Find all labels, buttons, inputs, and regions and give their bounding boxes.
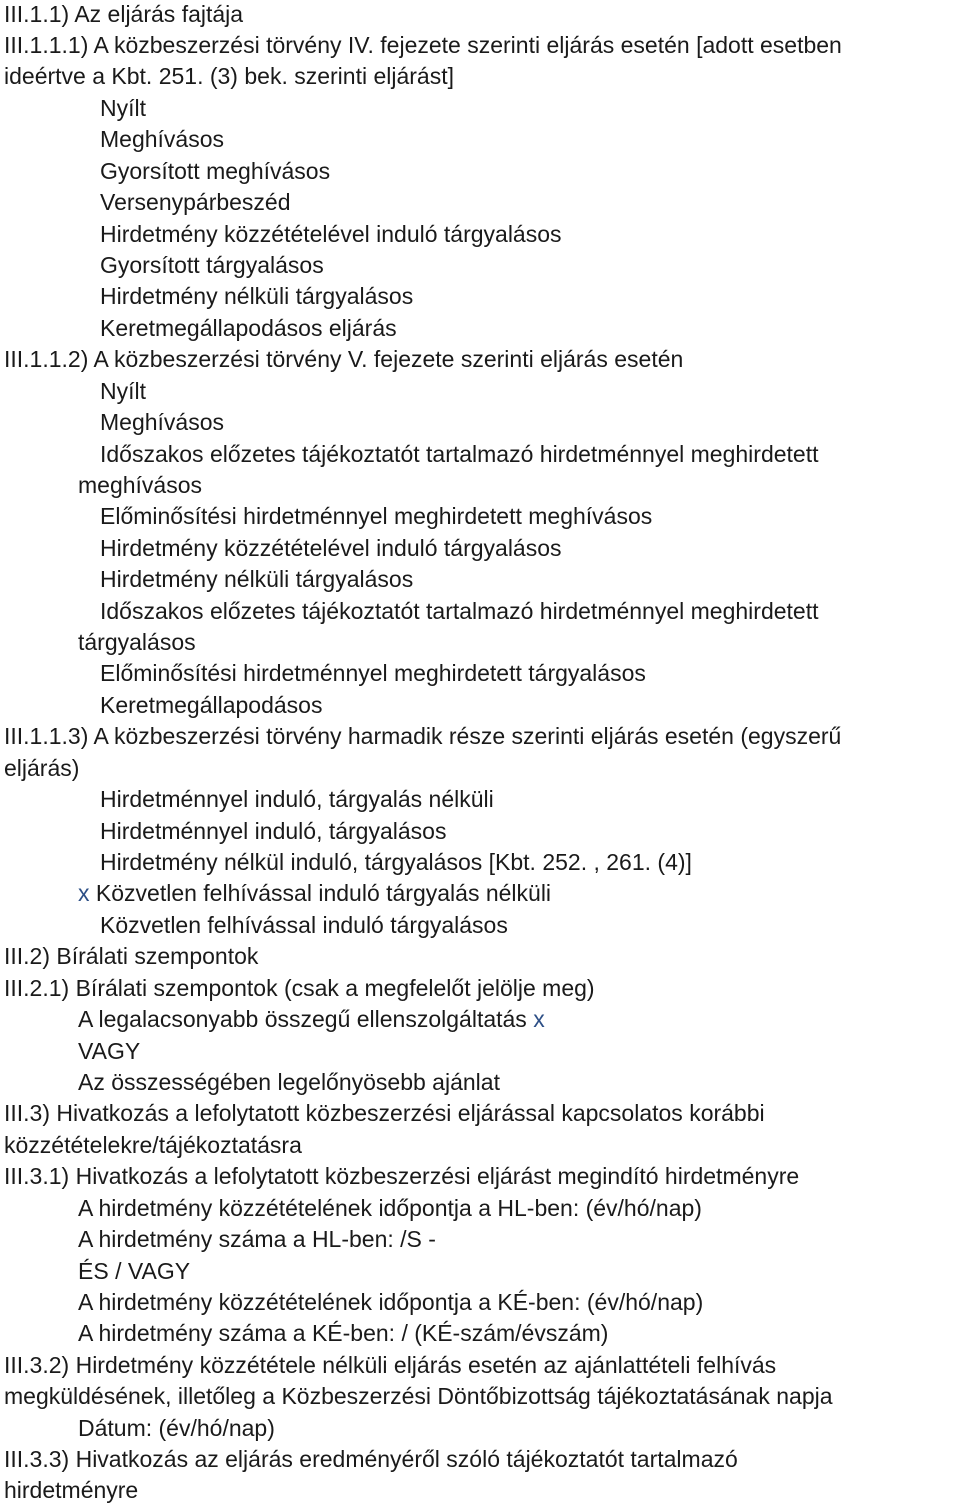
option-hirdetmennyel-targyalasos[interactable]: Hirdetménnyel induló, tárgyalásos [100, 818, 447, 844]
option-hirdetmennyel-targyalas-nelkuli[interactable]: Hirdetménnyel induló, tárgyalás nélküli [100, 786, 494, 812]
subsection-heading-eredmeny-line1: III.3.3) Hivatkozás az eljárás eredményéről szóló tájékoztatót tartalmazó [4, 1446, 738, 1472]
option-v-idoszakos-targyalasos-line2: tárgyalásos [78, 629, 196, 655]
subsection-heading-eredmeny-line2: hirdetményre [4, 1477, 139, 1503]
option-keretmegallapodasos-eljaras[interactable]: Keretmegállapodásos eljárás [100, 315, 397, 341]
option-hirdetmeny-kozzetetelevel-targyalasos[interactable]: Hirdetmény közzétételével induló tárgyalásos [100, 221, 562, 247]
option-v-elominositesi-meghivasos[interactable]: Előminősítési hirdetménnyel meghirdetett meghívásos [100, 503, 653, 529]
subsection-heading-biralati-szempontok: III.2.1) Bírálati szempontok (csak a megfelelőt jelölje meg) [4, 975, 595, 1001]
option-v-idoszakos-targyalasos-line1[interactable]: Időszakos előzetes tájékoztatót tartalmazó hirdetménnyel meghirdetett [100, 598, 819, 624]
option-gyorsitott-targyalasos[interactable]: Gyorsított tárgyalásos [100, 252, 324, 278]
section-heading-biralati-szempontok: III.2) Bírálati szempontok [4, 943, 259, 969]
option-v-hirdetmeny-kozzetetelevel-targyalasos[interactable]: Hirdetmény közzétételével induló tárgyalásos [100, 535, 562, 561]
option-v-nyilt[interactable]: Nyílt [100, 378, 146, 404]
option-legelonyosebb-ajanlat[interactable]: Az összességében legelőnyösebb ajánlat [78, 1069, 500, 1095]
subsection-heading-hirdetmeny-nelkuli-line2: megküldésének, illetőleg a Közbeszerzési Döntőbizottság tájékoztatásának napja [4, 1383, 833, 1409]
field-hl-hirdetmeny-szam[interactable]: A hirdetmény száma a HL-ben: /S - [78, 1226, 436, 1252]
option-hirdetmeny-nelkuli-targyalasos[interactable]: Hirdetmény nélküli tárgyalásos [100, 283, 414, 309]
option-gyorsitott-meghivasos[interactable]: Gyorsított meghívásos [100, 158, 331, 184]
option-v-idoszakos-meghivasos-line2: meghívásos [78, 472, 203, 498]
selected-x-mark: x [78, 880, 90, 906]
subsection-heading-v-fejezet: III.1.1.2) A közbeszerzési törvény V. fejezete szerinti eljárás esetén [4, 346, 684, 372]
option-kozvetlen-targyalas-nelkuli-label: Közvetlen felhívással induló tárgyalás nélküli [95, 880, 552, 906]
option-legalacsonyabb-ellenszolgaltatas[interactable] [78, 1005, 545, 1033]
subsection-heading-megindito-hirdetmeny: III.3.1) Hivatkozás a lefolytatott közbeszerzési eljárást megindító hirdetményre [4, 1163, 800, 1189]
field-ke-kozzetetel-idopont[interactable]: A hirdetmény közzétételének időpontja a KÉ-ben: (év/hó/nap) [78, 1289, 704, 1315]
option-versenyparbeszed[interactable]: Versenypárbeszéd [100, 189, 291, 215]
subsection-heading-iv-fejezet-line2: ideértve a Kbt. 251. (3) bek. szerinti eljárást] [4, 63, 454, 89]
field-hl-kozzetetel-idopont[interactable]: A hirdetmény közzétételének időpontja a HL-ben: (év/hó/nap) [78, 1195, 702, 1221]
option-kozvetlen-targyalasos[interactable]: Közvetlen felhívással induló tárgyalásos [100, 912, 508, 938]
option-hirdetmeny-nelkul-targyalasos[interactable]: Hirdetmény nélkül induló, tárgyalásos [Kbt. 252. , 261. (4)] [100, 849, 692, 875]
section-heading-eljaras-fajtaja: III.1.1) Az eljárás fajtája [4, 1, 244, 27]
section-heading-hivatkozas-line2: közzétételekre/tájékoztatásra [4, 1132, 302, 1158]
field-ke-hirdetmeny-szam[interactable]: A hirdetmény száma a KÉ-ben: / (KÉ-szám/évszám) [78, 1320, 609, 1346]
option-meghivasos[interactable]: Meghívásos [100, 126, 225, 152]
option-legalacsonyabb-label: A legalacsonyabb összegű ellenszolgáltatás [78, 1006, 527, 1032]
option-kozvetlen-targyalas-nelkuli[interactable] [78, 879, 551, 907]
field-datum[interactable]: Dátum: (év/hó/nap) [78, 1415, 275, 1441]
subsection-heading-iv-fejezet-line1: III.1.1.1) A közbeszerzési törvény IV. fejezete szerinti eljárás esetén [adott esetben [4, 32, 842, 58]
section-heading-hivatkozas-line1: III.3) Hivatkozás a lefolytatott közbeszerzési eljárással kapcsolatos korábbi [4, 1100, 765, 1126]
option-nyilt[interactable]: Nyílt [100, 95, 146, 121]
or-separator: VAGY [78, 1038, 141, 1064]
option-v-keretmegallapodasos[interactable]: Keretmegállapodásos [100, 692, 323, 718]
selected-x-mark: x [533, 1006, 545, 1032]
and-or-separator: ÉS / VAGY [78, 1258, 191, 1284]
subsection-heading-hirdetmeny-nelkuli-line1: III.3.2) Hirdetmény közzététele nélküli eljárás esetén az ajánlattételi felhívás [4, 1352, 777, 1378]
subsection-heading-harmadik-resz-line1: III.1.1.3) A közbeszerzési törvény harmadik része szerinti eljárás esetén (egyszerű [4, 723, 842, 749]
option-v-idoszakos-meghivasos-line1[interactable]: Időszakos előzetes tájékoztatót tartalmazó hirdetménnyel meghirdetett [100, 441, 819, 467]
option-v-meghivasos[interactable]: Meghívásos [100, 409, 225, 435]
subsection-heading-harmadik-resz-line2: eljárás) [4, 755, 80, 781]
option-v-hirdetmeny-nelkuli-targyalasos[interactable]: Hirdetmény nélküli tárgyalásos [100, 566, 414, 592]
option-v-elominositesi-targyalasos[interactable]: Előminősítési hirdetménnyel meghirdetett tárgyalásos [100, 660, 646, 686]
